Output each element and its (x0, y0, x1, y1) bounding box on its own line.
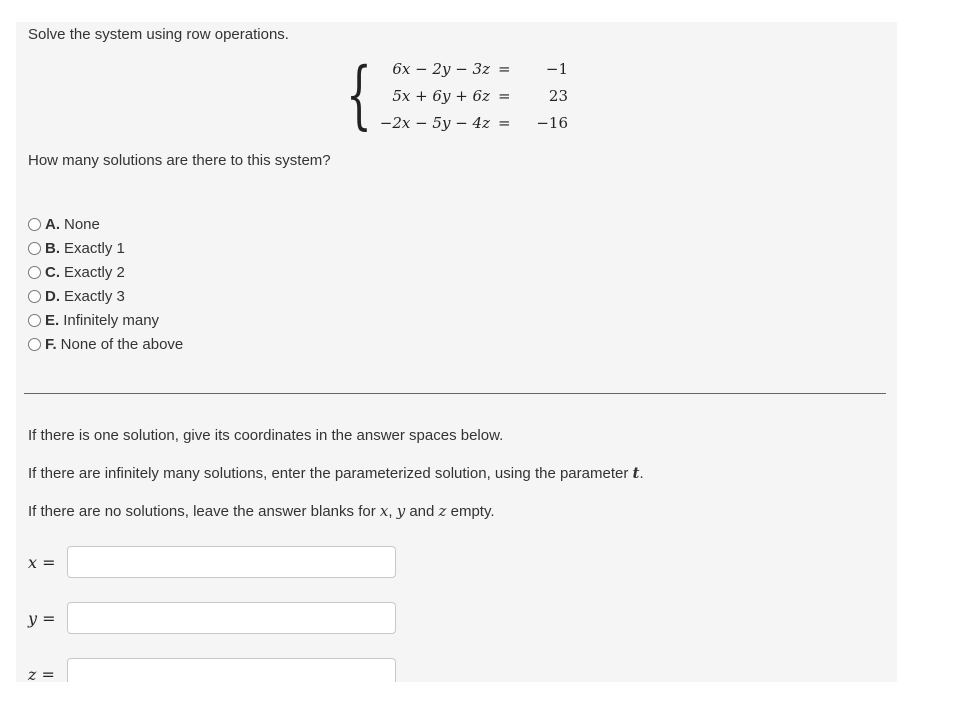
answer-label (28, 553, 56, 572)
instruction-text: and (405, 503, 439, 520)
answer-label (28, 665, 55, 682)
answer-variable: x (28, 553, 38, 572)
variable-y: y (396, 502, 406, 520)
equation-row (346, 60, 586, 82)
choice-label: None of the above (60, 335, 184, 353)
variable-z: z (438, 502, 447, 520)
instruction-text: , (388, 503, 397, 520)
choice-letter: B. (45, 239, 60, 257)
radio-button[interactable] (28, 290, 41, 303)
choice-letter: E. (45, 311, 60, 329)
choice-letter: F. (45, 335, 57, 353)
equation-equals: = (498, 60, 511, 78)
answer-label (28, 609, 56, 628)
equation-row (346, 114, 586, 136)
equation-lhs: 5x + 6y + 6z (392, 87, 490, 105)
choice-label: Exactly 1 (64, 239, 125, 257)
choice-e[interactable] (28, 308, 183, 332)
choice-label: Exactly 3 (64, 287, 125, 305)
choice-list (28, 212, 183, 356)
section-divider (24, 393, 886, 394)
instruction-one-solution: If there is one solution, give its coordinates in the answer spaces below. (28, 427, 504, 444)
question-panel (16, 22, 897, 682)
choice-letter: D. (45, 287, 60, 305)
radio-button[interactable] (28, 314, 41, 327)
prompt-text: Solve the system using row operations. (28, 26, 289, 43)
choice-label: None (64, 215, 100, 233)
choice-a[interactable] (28, 212, 183, 236)
answer-row-y (28, 602, 408, 636)
choice-f[interactable] (28, 332, 183, 356)
equation-rhs: −1 (545, 60, 568, 78)
radio-button[interactable] (28, 218, 41, 231)
equation-rhs: −16 (536, 114, 568, 132)
left-brace: { (346, 52, 372, 138)
equation-lhs: −2x − 5y − 4z (379, 114, 490, 132)
choice-label: Infinitely many (63, 311, 160, 329)
equation-equals: = (498, 87, 511, 105)
choice-b[interactable] (28, 236, 183, 260)
answer-row-z (28, 658, 408, 682)
equation-lhs: 6x − 2y − 3z (392, 60, 490, 78)
instruction-text: If there are no solutions, leave the answer blanks for (28, 503, 380, 520)
instruction-no-solution (28, 502, 495, 520)
answer-variable: y (28, 609, 38, 628)
variable-x: x (379, 502, 389, 520)
answer-equals: = (37, 553, 56, 572)
parameter-t: t (632, 464, 640, 482)
z-answer-input[interactable] (67, 658, 396, 682)
question-text: How many solutions are there to this system? (28, 152, 331, 169)
equation-equals: = (498, 114, 511, 132)
instruction-text: . (639, 465, 644, 482)
choice-label: Exactly 2 (64, 263, 125, 281)
choice-c[interactable] (28, 260, 183, 284)
equation-rhs: 23 (548, 87, 568, 105)
answer-row-x (28, 546, 408, 580)
answer-equals: = (37, 609, 56, 628)
answer-variable: z (28, 665, 37, 682)
radio-button[interactable] (28, 338, 41, 351)
equation-system (346, 52, 586, 138)
x-answer-input[interactable] (67, 546, 396, 578)
choice-letter: A. (45, 215, 60, 233)
radio-button[interactable] (28, 266, 41, 279)
choice-letter: C. (45, 263, 60, 281)
instruction-text: empty. (446, 503, 495, 520)
answer-equals: = (36, 665, 55, 682)
y-answer-input[interactable] (67, 602, 396, 634)
choice-d[interactable] (28, 284, 183, 308)
instruction-text: If there are infinitely many solutions, enter the parameterized solution, using the parameter (28, 465, 633, 482)
radio-button[interactable] (28, 242, 41, 255)
equation-row (346, 87, 586, 109)
instruction-infinite (28, 464, 644, 482)
